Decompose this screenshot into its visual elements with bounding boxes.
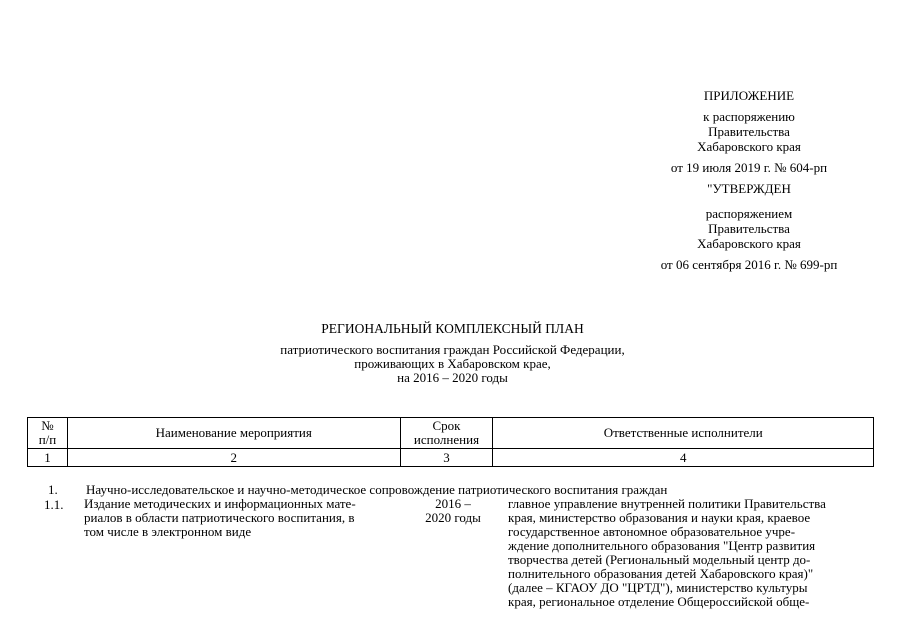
row-responsible-line: края, министерство образования и науки края, краевое xyxy=(508,510,811,525)
row-event-name-line: том числе в электронном виде xyxy=(84,524,252,539)
row-responsible-line: ждение дополнительного образования "Центр развития xyxy=(508,538,816,553)
header-name: Наименование мероприятия xyxy=(67,418,400,449)
row-responsible-line: края, региональное отделение Общероссийской обще- xyxy=(508,594,810,609)
header-num xyxy=(28,418,68,449)
row-term-line: 2016 – xyxy=(435,496,471,511)
appendix-line-1: к распоряжению xyxy=(703,109,795,124)
approval-stamp xyxy=(639,88,859,272)
row-event-name xyxy=(84,497,402,539)
column-number-row xyxy=(28,449,874,467)
column-number: 1 xyxy=(28,449,68,467)
appendix-line-3: Хабаровского края xyxy=(697,139,801,154)
table-header-row xyxy=(28,418,874,449)
column-number: 4 xyxy=(493,449,874,467)
approved-date: от 06 сентября 2016 г. № 699-рп xyxy=(660,257,838,272)
header-term-line-2: исполнения xyxy=(413,432,480,447)
column-number: 2 xyxy=(67,449,400,467)
header-responsible: Ответственные исполнители xyxy=(493,418,874,449)
row-responsible-line: государственное автономное образовательное учре- xyxy=(508,524,796,539)
approved-line-1: распоряжением xyxy=(705,206,793,221)
column-number: 3 xyxy=(400,449,493,467)
appendix-title: ПРИЛОЖЕНИЕ xyxy=(703,88,795,103)
row-event-name-line: риалов в области патриотического воспитания, в xyxy=(84,510,355,525)
plan-subtitle-line-2: проживающих в Хабаровском крае, xyxy=(354,356,551,371)
row-responsible-line: главное управление внутренней политики Правительства xyxy=(508,496,826,511)
plan-subtitle-line-1: патриотического воспитания граждан Российской Федерации, xyxy=(280,342,625,357)
row-term-line: 2020 годы xyxy=(425,510,481,525)
row-number: 1.1. xyxy=(44,497,64,512)
header-num-line-2: п/п xyxy=(38,432,57,447)
approved-line-2: Правительства xyxy=(708,221,790,236)
plan-title: РЕГИОНАЛЬНЫЙ КОМПЛЕКСНЫЙ ПЛАН xyxy=(321,321,584,336)
section-title: Научно-исследовательское и научно-методическое сопровождение патриотического воспитания граждан xyxy=(86,482,668,497)
header-term-line-1: Срок xyxy=(432,418,461,433)
row-responsible-line: полнительного образования детей Хабаровского края)" xyxy=(508,566,814,581)
plan-subtitle-line-3: на 2016 – 2020 годы xyxy=(397,370,508,385)
plan-title-block xyxy=(0,322,905,385)
row-event-name-line: Издание методических и информационных мате- xyxy=(84,496,356,511)
appendix-date: от 19 июля 2019 г. № 604-рп xyxy=(670,160,828,175)
row-responsible-line: (далее – КГАОУ ДО "ЦРТД"), министерство культуры xyxy=(508,580,808,595)
row-term xyxy=(414,497,492,525)
approved-line-3: Хабаровского края xyxy=(697,236,801,251)
row-responsible-line: творчества детей (Региональный модельный центр до- xyxy=(508,552,811,567)
section-number: 1. xyxy=(48,482,58,497)
plan-table-header xyxy=(27,417,874,467)
approved-title: "УТВЕРЖДЕН xyxy=(707,181,791,196)
appendix-line-2: Правительства xyxy=(708,124,790,139)
header-term xyxy=(400,418,493,449)
header-num-line-1: № xyxy=(41,418,54,433)
row-responsible xyxy=(508,497,870,609)
